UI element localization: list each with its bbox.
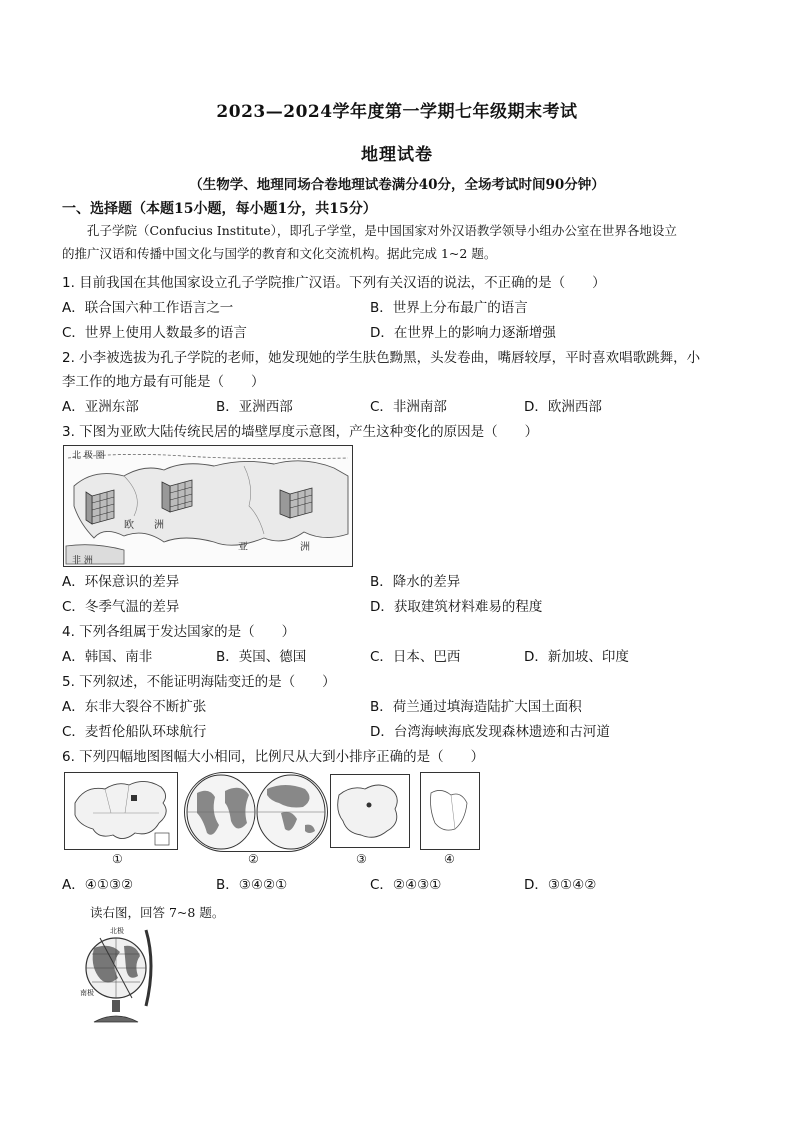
q5-option-c[interactable]: C．麦哲伦船队环球航行 bbox=[62, 724, 207, 740]
europe-label-2: 洲 bbox=[154, 520, 164, 531]
arctic-circle-label: 北 极 圈 bbox=[72, 451, 105, 461]
q6-option-d[interactable]: D．③①④② bbox=[524, 877, 597, 893]
map-number-3: ③ bbox=[356, 852, 367, 866]
question-4-stem: 4. 下列各组属于发达国家的是（ ） bbox=[62, 624, 296, 640]
question-5-stem: 5. 下列叙述，不能证明海陆变迁的是（ ） bbox=[62, 674, 336, 690]
q2-option-d[interactable]: D．欧洲西部 bbox=[524, 399, 602, 415]
q2-option-a[interactable]: A．亚洲东部 bbox=[62, 399, 139, 415]
globe-figure bbox=[80, 924, 160, 1028]
china-map-drawing bbox=[65, 773, 177, 849]
q1-option-b[interactable]: B．世界上分布最广的语言 bbox=[370, 300, 528, 316]
map-3-province bbox=[330, 774, 410, 848]
eurasia-wall-map bbox=[63, 445, 353, 567]
asia-label-2: 洲 bbox=[300, 542, 310, 553]
europe-label-1: 欧 bbox=[124, 520, 134, 531]
map-1-china bbox=[64, 772, 178, 850]
wall-icon-east bbox=[280, 488, 312, 518]
asia-label-1: 亚 bbox=[238, 542, 248, 553]
q4-option-d[interactable]: D．新加坡、印度 bbox=[524, 649, 629, 665]
q4-option-c[interactable]: C．日本、巴西 bbox=[370, 649, 461, 665]
province-map-drawing bbox=[331, 775, 409, 847]
q6-option-c[interactable]: C．②④③① bbox=[370, 877, 442, 893]
q1-option-d[interactable]: D．在世界上的影响力逐渐增强 bbox=[370, 325, 556, 341]
map-number-1: ① bbox=[112, 852, 123, 866]
read-figure-prompt: 读右图，回答 7~8 题。 bbox=[90, 905, 225, 920]
q5-option-d[interactable]: D．台湾海峡海底发现森林遗迹和古河道 bbox=[370, 724, 610, 740]
intro-line-2: 的推广汉语和传播中国文化与国学的教育和文化交流机构。据此完成 1~2 题。 bbox=[62, 246, 497, 261]
exam-subtitle: 地理试卷 bbox=[361, 145, 433, 165]
q4-option-b[interactable]: B．英国、德国 bbox=[216, 649, 307, 665]
question-2-stem-line-2: 李工作的地方最有可能是（ ） bbox=[62, 374, 265, 390]
wall-icon-west bbox=[86, 490, 114, 524]
wall-icon-center bbox=[162, 480, 192, 512]
q5-option-a[interactable]: A．东非大裂谷不断扩张 bbox=[62, 699, 207, 715]
exam-title: 2023—2024学年度第一学期七年级期末考试 bbox=[216, 102, 578, 122]
q1-option-c[interactable]: C．世界上使用人数最多的语言 bbox=[62, 325, 247, 341]
question-3-stem: 3. 下图为亚欧大陆传统民居的墙壁厚度示意图，产生这种变化的原因是（ ） bbox=[62, 424, 539, 440]
q3-option-c[interactable]: C．冬季气温的差异 bbox=[62, 599, 180, 615]
map-number-2: ② bbox=[248, 852, 259, 866]
city-map-drawing bbox=[421, 773, 479, 849]
q5-option-b[interactable]: B．荷兰通过填海造陆扩大国土面积 bbox=[370, 699, 582, 715]
q3-option-d[interactable]: D．获取建筑材料难易的程度 bbox=[370, 599, 543, 615]
world-map-drawing bbox=[185, 773, 327, 851]
question-1-stem: 1. 目前我国在其他国家设立孔子学院推广汉语。下列有关汉语的说法，不正确的是（ ） bbox=[62, 275, 606, 291]
africa-label: 非 洲 bbox=[72, 556, 93, 566]
section-heading: 一、选择题（本题15小题，每小题1分，共15分） bbox=[62, 201, 377, 217]
q6-option-b[interactable]: B．③④②① bbox=[216, 877, 288, 893]
question-2-stem-line-1: 2. 小李被选拔为孔子学院的老师，她发现她的学生肤色黝黑，头发卷曲，嘴唇较厚，平时喜欢唱歌跳舞，小 bbox=[62, 350, 701, 366]
map-number-4: ④ bbox=[444, 852, 455, 866]
q2-option-b[interactable]: B．亚洲西部 bbox=[216, 399, 293, 415]
intro-line-1: 孔子学院（Confucius Institute），即孔子学堂，是中国国家对外汉语教学领导小组办公室在世界各地设立 bbox=[87, 223, 677, 238]
map-2-world bbox=[184, 772, 328, 852]
question-6-stem: 6. 下列四幅地图图幅大小相同，比例尺从大到小排序正确的是（ ） bbox=[62, 749, 485, 765]
globe-drawing bbox=[80, 924, 160, 1028]
q3-option-a[interactable]: A．环保意识的差异 bbox=[62, 574, 180, 590]
q4-option-a[interactable]: A．韩国、南非 bbox=[62, 649, 153, 665]
map-4-city bbox=[420, 772, 480, 850]
q1-option-a[interactable]: A．联合国六种工作语言之一 bbox=[62, 300, 234, 316]
north-pole-label: 北极 bbox=[110, 927, 124, 935]
q2-option-c[interactable]: C．非洲南部 bbox=[370, 399, 447, 415]
south-pole-label: 南极 bbox=[80, 989, 94, 997]
exam-note: （生物学、地理同场合卷地理试卷满分40分，全场考试时间90分钟） bbox=[189, 177, 605, 193]
q6-option-a[interactable]: A．④①③② bbox=[62, 877, 134, 893]
q3-option-b[interactable]: B．降水的差异 bbox=[370, 574, 461, 590]
